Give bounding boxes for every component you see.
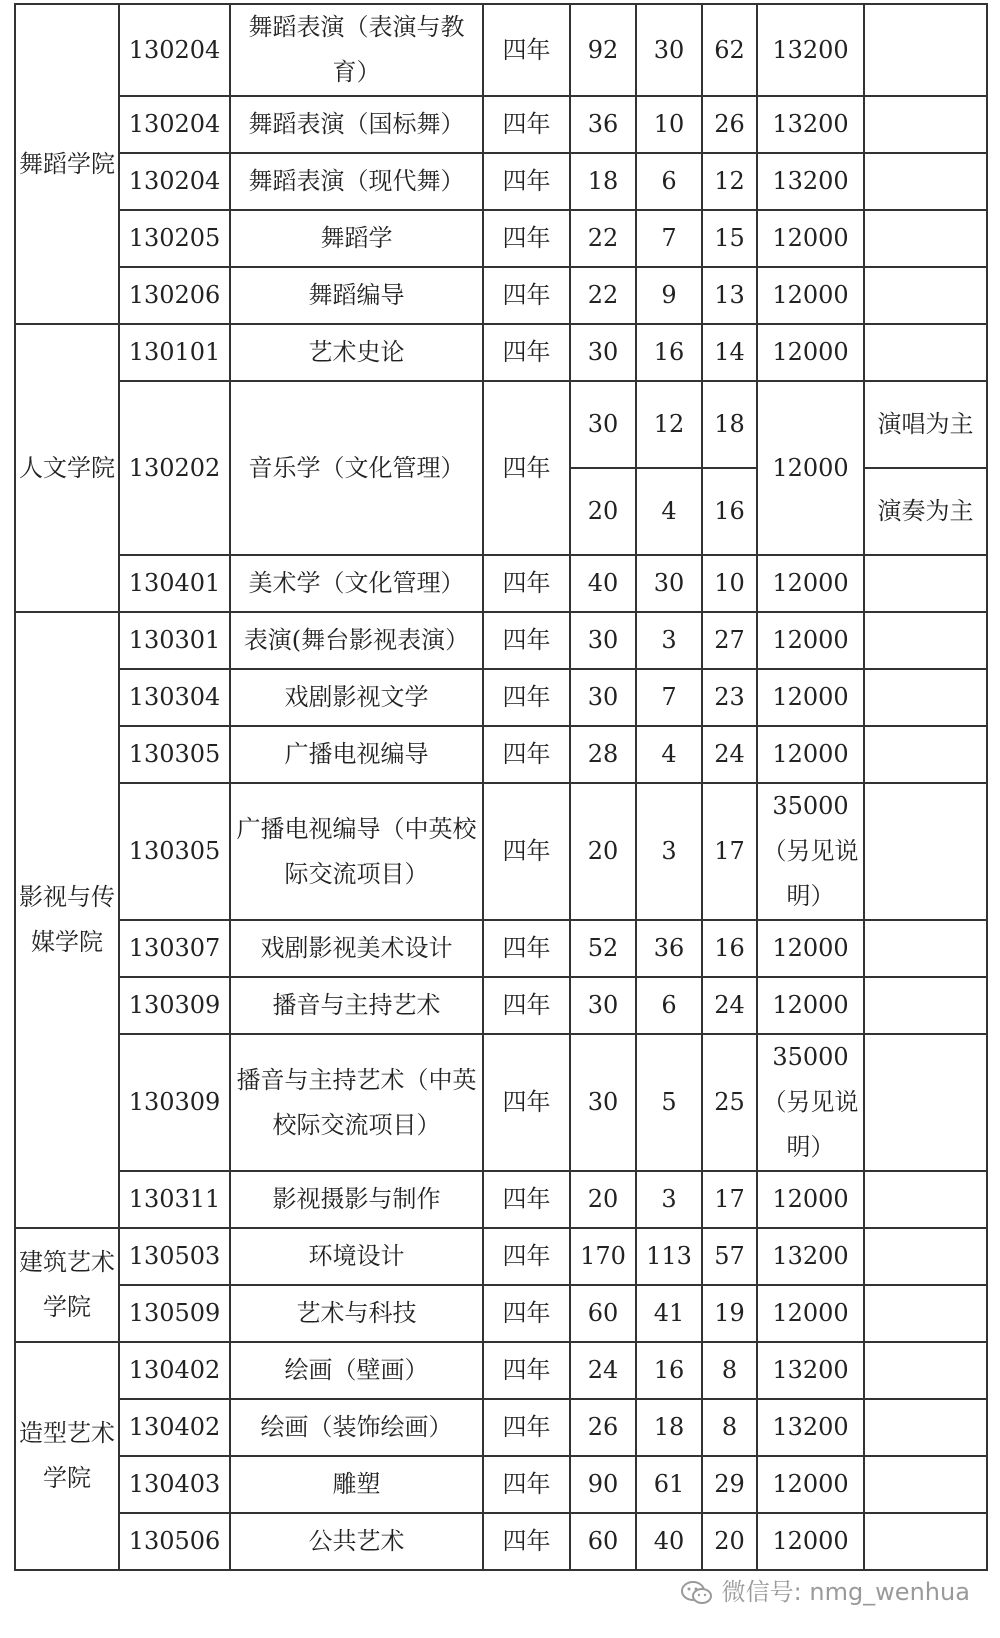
note-cell [864, 1342, 987, 1399]
major-code: 130101 [119, 324, 230, 381]
plan-b: 62 [702, 4, 757, 96]
major-code: 130309 [119, 1034, 230, 1171]
major-code: 130401 [119, 555, 230, 612]
plan-total: 60 [570, 1513, 636, 1570]
major-code: 130403 [119, 1456, 230, 1513]
plan-b: 25 [702, 1034, 757, 1171]
duration: 四年 [483, 96, 570, 153]
plan-total: 20 [570, 1171, 636, 1228]
duration: 四年 [483, 324, 570, 381]
plan-a: 12 [636, 381, 702, 468]
college-cell: 影视与传媒学院 [15, 612, 119, 1228]
table-row [15, 555, 987, 612]
duration: 四年 [483, 1399, 570, 1456]
major-code: 130311 [119, 1171, 230, 1228]
plan-a: 36 [636, 920, 702, 977]
note-cell [864, 96, 987, 153]
duration: 四年 [483, 1513, 570, 1570]
table-row [15, 1513, 987, 1570]
major-name: 艺术与科技 [230, 1285, 483, 1342]
major-name: 环境设计 [230, 1228, 483, 1285]
major-code: 130402 [119, 1399, 230, 1456]
college-cell: 造型艺术学院 [15, 1342, 119, 1570]
table-row [15, 96, 987, 153]
plan-total: 28 [570, 726, 636, 783]
plan-b: 26 [702, 96, 757, 153]
duration: 四年 [483, 1228, 570, 1285]
note-cell [864, 210, 987, 267]
note-cell [864, 1399, 987, 1456]
table-row [15, 726, 987, 783]
plan-a: 40 [636, 1513, 702, 1570]
duration: 四年 [483, 1342, 570, 1399]
major-name: 美术学（文化管理） [230, 555, 483, 612]
tuition-fee: 12000 [757, 1285, 864, 1342]
table-row [15, 783, 987, 920]
duration: 四年 [483, 669, 570, 726]
duration: 四年 [483, 1171, 570, 1228]
table-row [15, 324, 987, 381]
duration: 四年 [483, 977, 570, 1034]
duration: 四年 [483, 381, 570, 555]
plan-total: 30 [570, 669, 636, 726]
plan-b: 27 [702, 612, 757, 669]
tuition-fee: 12000 [757, 210, 864, 267]
major-name: 舞蹈表演（现代舞） [230, 153, 483, 210]
tuition-fee: 12000 [757, 1513, 864, 1570]
tuition-fee: 12000 [757, 1171, 864, 1228]
plan-b: 8 [702, 1342, 757, 1399]
major-name: 播音与主持艺术 [230, 977, 483, 1034]
plan-total: 20 [570, 783, 636, 920]
plan-b: 57 [702, 1228, 757, 1285]
note-cell [864, 1034, 987, 1171]
table-row [15, 381, 987, 468]
major-code: 130205 [119, 210, 230, 267]
plan-a: 30 [636, 555, 702, 612]
note-cell: 演唱为主 [864, 381, 987, 468]
major-code: 130202 [119, 381, 230, 555]
plan-total: 30 [570, 612, 636, 669]
plan-a: 3 [636, 1171, 702, 1228]
plan-total: 22 [570, 210, 636, 267]
table-row [15, 1456, 987, 1513]
tuition-fee: 35000（另见说明） [757, 1034, 864, 1171]
college-cell: 人文学院 [15, 324, 119, 612]
tuition-fee: 12000 [757, 381, 864, 555]
note-cell [864, 920, 987, 977]
table-row [15, 1228, 987, 1285]
note-cell [864, 1228, 987, 1285]
major-code: 130204 [119, 153, 230, 210]
tuition-fee: 35000（另见说明） [757, 783, 864, 920]
tuition-fee: 12000 [757, 612, 864, 669]
table-row [15, 612, 987, 669]
plan-total: 92 [570, 4, 636, 96]
plan-total: 18 [570, 153, 636, 210]
plan-a: 4 [636, 468, 702, 555]
plan-a: 6 [636, 977, 702, 1034]
note-cell [864, 555, 987, 612]
duration: 四年 [483, 267, 570, 324]
major-code: 130204 [119, 96, 230, 153]
tuition-fee: 13200 [757, 4, 864, 96]
duration: 四年 [483, 1456, 570, 1513]
note-cell [864, 726, 987, 783]
plan-a: 30 [636, 4, 702, 96]
major-name: 绘画（装饰绘画） [230, 1399, 483, 1456]
plan-b: 24 [702, 726, 757, 783]
plan-b: 8 [702, 1399, 757, 1456]
tuition-fee: 12000 [757, 669, 864, 726]
major-code: 130402 [119, 1342, 230, 1399]
major-code: 130305 [119, 783, 230, 920]
plan-total: 30 [570, 324, 636, 381]
plan-b: 10 [702, 555, 757, 612]
tuition-fee: 12000 [757, 1456, 864, 1513]
note-cell [864, 977, 987, 1034]
table-row [15, 210, 987, 267]
table-row [15, 1285, 987, 1342]
note-cell [864, 4, 987, 96]
duration: 四年 [483, 783, 570, 920]
plan-total: 22 [570, 267, 636, 324]
duration: 四年 [483, 1285, 570, 1342]
plan-total: 30 [570, 1034, 636, 1171]
major-name: 公共艺术 [230, 1513, 483, 1570]
tuition-fee: 13200 [757, 1399, 864, 1456]
plan-a: 18 [636, 1399, 702, 1456]
plan-a: 113 [636, 1228, 702, 1285]
plan-a: 7 [636, 210, 702, 267]
plan-total: 60 [570, 1285, 636, 1342]
table-row [15, 1399, 987, 1456]
plan-total: 30 [570, 381, 636, 468]
duration: 四年 [483, 612, 570, 669]
plan-total: 24 [570, 1342, 636, 1399]
note-cell [864, 612, 987, 669]
duration: 四年 [483, 4, 570, 96]
major-name: 绘画（壁画） [230, 1342, 483, 1399]
college-cell: 建筑艺术学院 [15, 1228, 119, 1342]
major-name: 影视摄影与制作 [230, 1171, 483, 1228]
plan-b: 13 [702, 267, 757, 324]
table-row [15, 153, 987, 210]
major-code: 130204 [119, 4, 230, 96]
note-cell [864, 1513, 987, 1570]
plan-total: 26 [570, 1399, 636, 1456]
table-row [15, 267, 987, 324]
plan-a: 16 [636, 324, 702, 381]
duration: 四年 [483, 210, 570, 267]
plan-b: 24 [702, 977, 757, 1034]
plan-a: 61 [636, 1456, 702, 1513]
major-code: 130206 [119, 267, 230, 324]
plan-a: 16 [636, 1342, 702, 1399]
plan-a: 5 [636, 1034, 702, 1171]
plan-b: 17 [702, 1171, 757, 1228]
note-cell [864, 324, 987, 381]
tuition-fee: 12000 [757, 920, 864, 977]
major-code: 130304 [119, 669, 230, 726]
wechat-watermark [680, 1572, 970, 1607]
plan-b: 18 [702, 381, 757, 468]
watermark-text: 微信号: nmg_wenhua [721, 1578, 970, 1606]
duration: 四年 [483, 1034, 570, 1171]
major-code: 130503 [119, 1228, 230, 1285]
tuition-fee: 13200 [757, 1342, 864, 1399]
tuition-fee: 13200 [757, 96, 864, 153]
plan-b: 23 [702, 669, 757, 726]
plan-b: 12 [702, 153, 757, 210]
major-code: 130301 [119, 612, 230, 669]
major-name: 舞蹈表演（国标舞） [230, 96, 483, 153]
duration: 四年 [483, 555, 570, 612]
plan-b: 17 [702, 783, 757, 920]
plan-a: 6 [636, 153, 702, 210]
major-code: 130305 [119, 726, 230, 783]
plan-a: 41 [636, 1285, 702, 1342]
major-name: 戏剧影视文学 [230, 669, 483, 726]
plan-a: 3 [636, 612, 702, 669]
plan-b: 15 [702, 210, 757, 267]
enrollment-table [14, 3, 988, 1571]
note-cell [864, 1285, 987, 1342]
major-code: 130309 [119, 977, 230, 1034]
note-cell [864, 267, 987, 324]
major-code: 130307 [119, 920, 230, 977]
plan-total: 170 [570, 1228, 636, 1285]
table-row [15, 1034, 987, 1171]
plan-b: 29 [702, 1456, 757, 1513]
note-cell: 演奏为主 [864, 468, 987, 555]
table-row [15, 669, 987, 726]
major-code: 130509 [119, 1285, 230, 1342]
tuition-fee: 12000 [757, 267, 864, 324]
plan-a: 3 [636, 783, 702, 920]
major-name: 舞蹈表演（表演与教育） [230, 4, 483, 96]
plan-total: 40 [570, 555, 636, 612]
major-name: 广播电视编导 [230, 726, 483, 783]
table-row [15, 920, 987, 977]
major-code: 130506 [119, 1513, 230, 1570]
table-row [15, 4, 987, 96]
tuition-fee: 13200 [757, 1228, 864, 1285]
note-cell [864, 783, 987, 920]
plan-total: 20 [570, 468, 636, 555]
wechat-icon [680, 1580, 714, 1606]
note-cell [864, 1171, 987, 1228]
note-cell [864, 153, 987, 210]
plan-a: 10 [636, 96, 702, 153]
plan-total: 36 [570, 96, 636, 153]
plan-b: 16 [702, 920, 757, 977]
plan-b: 14 [702, 324, 757, 381]
plan-a: 4 [636, 726, 702, 783]
major-name: 音乐学（文化管理） [230, 381, 483, 555]
major-name: 戏剧影视美术设计 [230, 920, 483, 977]
tuition-fee: 12000 [757, 726, 864, 783]
major-name: 艺术史论 [230, 324, 483, 381]
plan-a: 9 [636, 267, 702, 324]
tuition-fee: 13200 [757, 153, 864, 210]
duration: 四年 [483, 153, 570, 210]
plan-b: 19 [702, 1285, 757, 1342]
plan-a: 7 [636, 669, 702, 726]
major-name: 播音与主持艺术（中英校际交流项目） [230, 1034, 483, 1171]
major-name: 表演(舞台影视表演） [230, 612, 483, 669]
note-cell [864, 1456, 987, 1513]
major-name: 雕塑 [230, 1456, 483, 1513]
table-row [15, 977, 987, 1034]
tuition-fee: 12000 [757, 555, 864, 612]
major-name: 广播电视编导（中英校际交流项目） [230, 783, 483, 920]
table-row [15, 1342, 987, 1399]
major-name: 舞蹈学 [230, 210, 483, 267]
plan-b: 20 [702, 1513, 757, 1570]
plan-total: 30 [570, 977, 636, 1034]
tuition-fee: 12000 [757, 977, 864, 1034]
tuition-fee: 12000 [757, 324, 864, 381]
major-name: 舞蹈编导 [230, 267, 483, 324]
duration: 四年 [483, 920, 570, 977]
table-row [15, 1171, 987, 1228]
plan-total: 52 [570, 920, 636, 977]
plan-total: 90 [570, 1456, 636, 1513]
college-cell: 舞蹈学院 [15, 4, 119, 324]
plan-b: 16 [702, 468, 757, 555]
note-cell [864, 669, 987, 726]
duration: 四年 [483, 726, 570, 783]
